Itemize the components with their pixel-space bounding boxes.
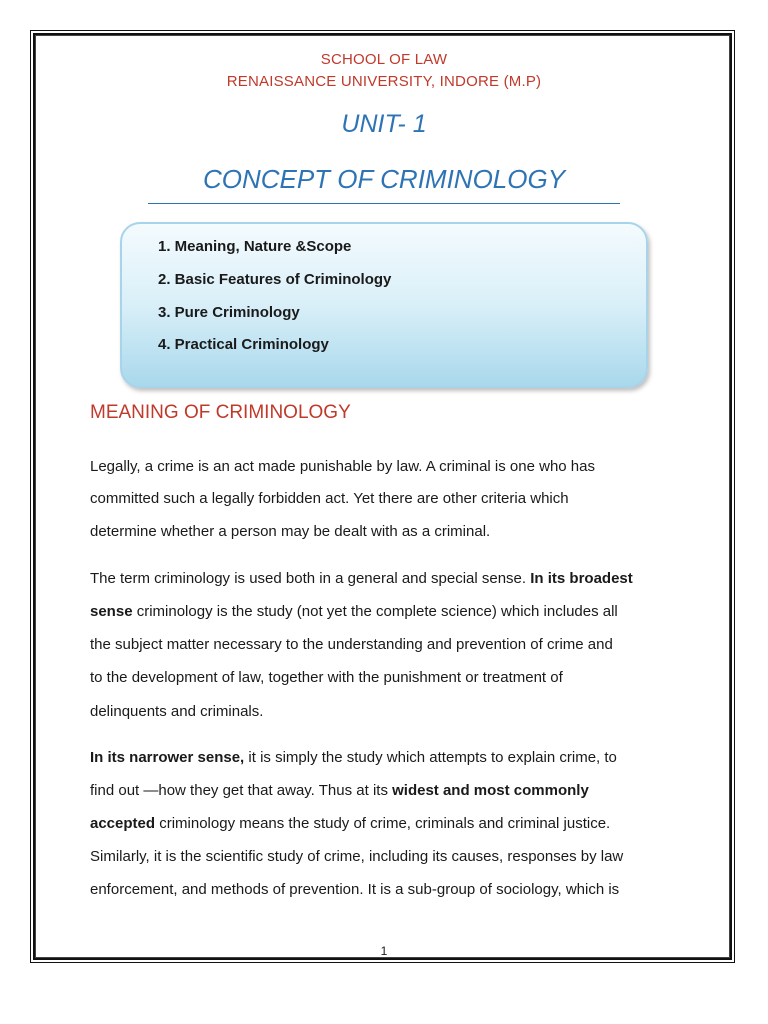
school-name: SCHOOL OF LAW <box>320 51 448 68</box>
para1-line-1: Legally, a crime is an act made punishable by law. A criminal is one who has <box>90 458 595 475</box>
para3-line-1 <box>90 749 680 766</box>
university-name: RENAISSANCE UNIVERSITY, INDORE (M.P) <box>226 73 542 90</box>
para2-line-1 <box>90 570 680 587</box>
page-title: CONCEPT OF CRIMINOLOGY <box>202 164 566 194</box>
toc-item-4: 4. Practical Criminology <box>158 336 329 353</box>
para1-line-2: committed such a legally forbidden act. Yet there are other criteria which <box>90 490 569 507</box>
title-underline <box>148 203 620 204</box>
para3-line-2 <box>90 782 680 799</box>
para2-line-3: the subject matter necessary to the understanding and prevention of crime and <box>90 636 613 653</box>
para3-bold: widest and most commonly <box>392 782 589 799</box>
para3-line-4: Similarly, it is the scientific study of crime, including its causes, responses by law <box>90 848 624 865</box>
para1-line-3: determine whether a person may be dealt with as a criminal. <box>90 523 491 540</box>
unit-title: UNIT- 1 <box>341 110 427 138</box>
para2-bold: sense <box>90 603 133 620</box>
para2-line-4: to the development of law, together with the punishment or treatment of <box>90 669 563 686</box>
para2-line-5: delinquents and criminals. <box>90 703 264 720</box>
para3-bold: In its narrower sense, <box>90 749 245 766</box>
para2-text: The term criminology is used both in a general and special sense. <box>90 570 531 587</box>
para3-line-3 <box>90 815 680 832</box>
page-number: 1 <box>380 944 388 958</box>
para2-line-2 <box>90 603 680 620</box>
para3-text: criminology means the study of crime, criminals and criminal justice. <box>155 815 611 832</box>
toc-item-3: 3. Pure Criminology <box>158 304 300 321</box>
section-heading: MEANING OF CRIMINOLOGY <box>90 402 351 423</box>
para3-text: it is simply the study which attempts to explain crime, to <box>244 749 617 766</box>
toc-item-1: 1. Meaning, Nature &Scope <box>158 238 352 255</box>
para2-bold: In its broadest <box>530 570 633 587</box>
para3-line-5: enforcement, and methods of prevention. It is a sub-group of sociology, which is <box>90 881 620 898</box>
para2-text: criminology is the study (not yet the complete science) which includes all <box>132 603 618 620</box>
para3-text: find out —how they get that away. Thus at its <box>90 782 393 799</box>
para3-bold: accepted <box>90 815 156 832</box>
toc-item-2: 2. Basic Features of Criminology <box>158 271 392 288</box>
